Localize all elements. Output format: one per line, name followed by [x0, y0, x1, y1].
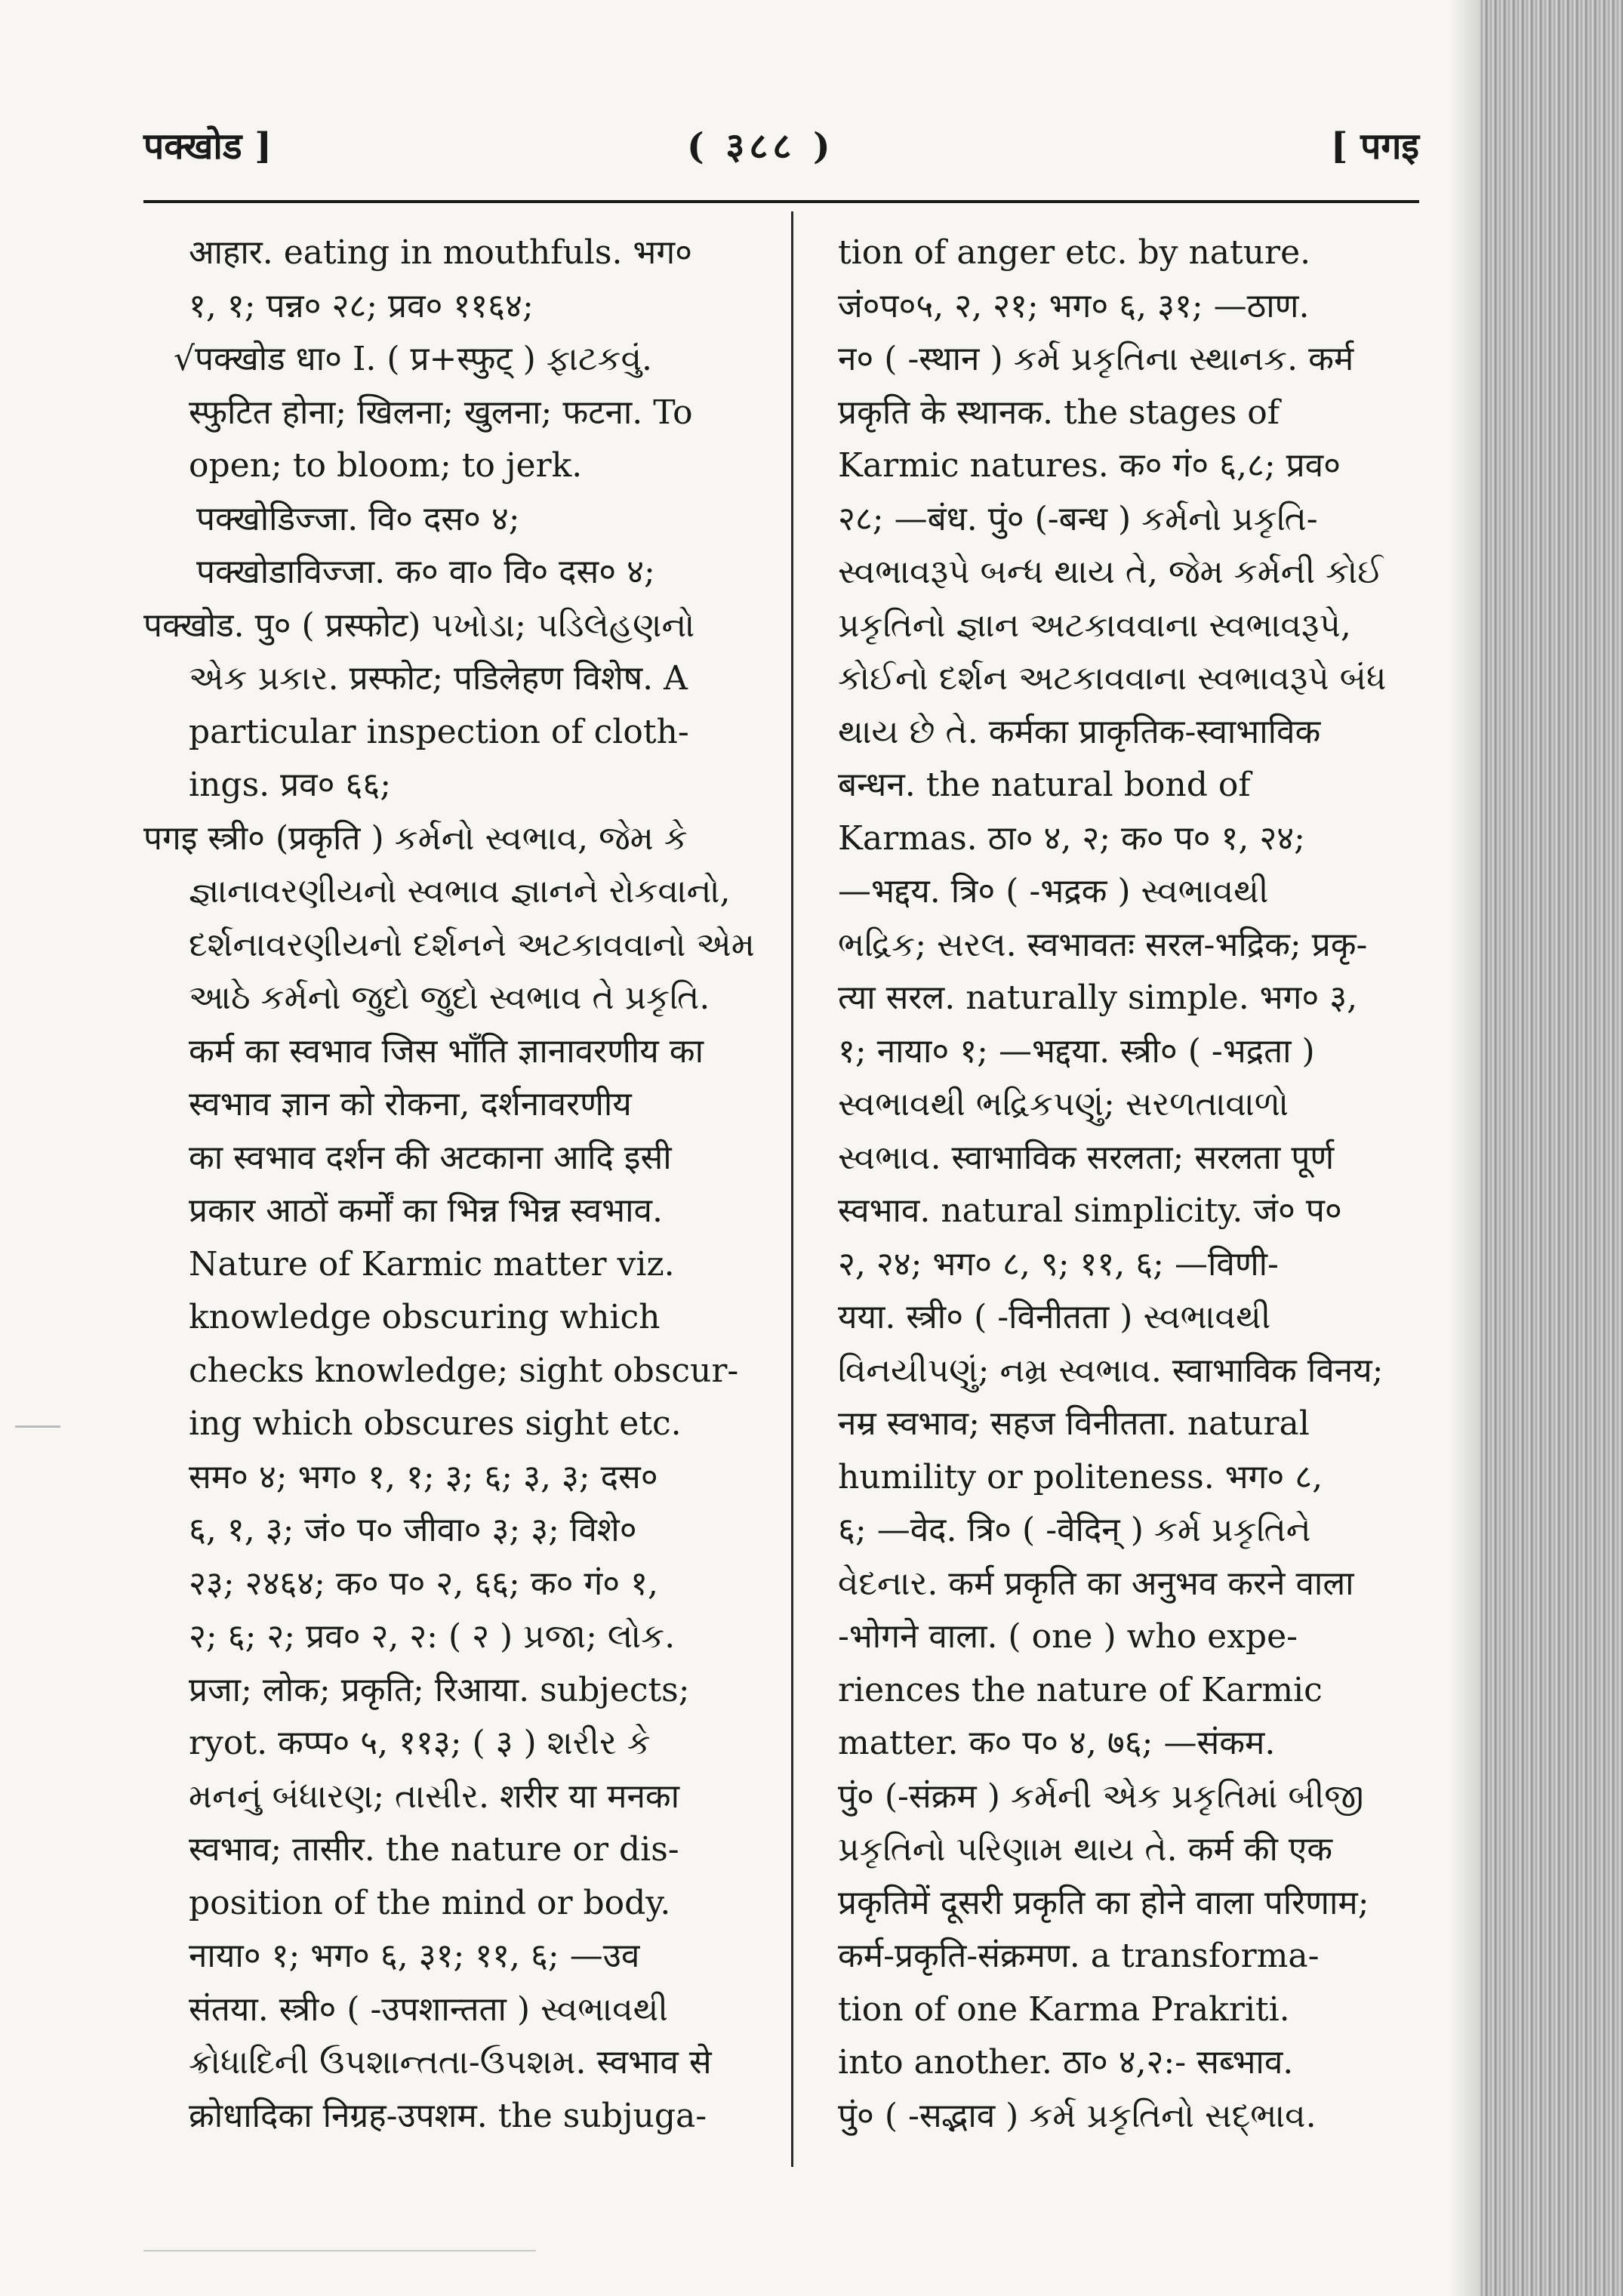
text-line: पक्खोडिज्जा. वि० दस० ४; — [196, 499, 520, 538]
text-line: humility or politeness. भग० ८, — [838, 1457, 1323, 1496]
text-line: जं०प०५, २, २१; भग० ६, ३१; —ठाण. — [838, 286, 1310, 325]
entry-headword-line: पगइ स्त्री० (प्रकृति ) કર્મનો સ્વભાવ, જેમ કે — [143, 818, 688, 858]
text-line: नम्र स्वभाव; सहज विनीतता. natural — [838, 1404, 1310, 1443]
text-line: જ્ઞાનાવરણીયનો સ્વભાવ જ્ઞાનને રોકવાનો, — [189, 872, 731, 911]
entry-headword-line: √पक्खोड धा० I. ( प्र+स्फुट् ) ફાટકવું. — [174, 340, 653, 378]
text-line: into another. ठा० ४,२:- सब्भाव. — [838, 2043, 1294, 2082]
text-line: २८; —बंध. पुं० (-बन्ध ) કર્મનો પ્રકૃતિ- — [838, 499, 1318, 538]
text-line: स्वभाव. natural simplicity. जं० प० — [838, 1191, 1342, 1230]
text-line: પ્રકૃતિનો પરિણામ થાય તે. कर्म की एक — [838, 1830, 1333, 1869]
text-line: સ્વભાવ. स्वाभाविक सरलता; सरलता पूर्ण — [838, 1138, 1335, 1177]
text-line: स्वभाव; तासीर. the nature or dis- — [189, 1830, 679, 1869]
text-line: २; ६; २; प्रव० २, २: ( २ ) પ્રજા; લોક. — [189, 1617, 676, 1656]
text-line: कर्म का स्वभाव जिस भाँति ज्ञानावरणीय का — [189, 1031, 704, 1071]
text-line: न० ( -स्थान ) કર્મ પ્રકૃતિના સ્થાનક. कर्म — [838, 340, 1354, 378]
text-line: position of the mind or body. — [189, 1883, 671, 1922]
text-line: सम० ४; भग० १, १; ३; ६; ३, ३; दस० — [189, 1457, 658, 1496]
text-line: प्रजा; लोक; प्रकृति; रिआया. subjects; — [189, 1670, 690, 1709]
scan-page-edge — [1480, 0, 1623, 2296]
text-line: प्रकार आठों कर्मों का भिन्न भिन्न स्वभाव. — [189, 1191, 663, 1230]
header-rule — [143, 200, 1419, 203]
text-line: કોઈનો દર્શન અટકાવવાના સ્વભાવરૂપે બંધ — [838, 659, 1387, 698]
text-line: बन्धन. the natural bond of — [838, 766, 1251, 804]
text-line: संतया. स्त्री० ( -उपशान्तता ) સ્વભાવથી — [189, 1989, 668, 2029]
text-line: २३; २४६४; क० प० २, ६६; क० गं० १, — [189, 1564, 659, 1603]
text-line: મનનું બંધારણ; તાસીર. शरीर या मनका — [189, 1777, 680, 1816]
text-line: particular inspection of cloth- — [189, 712, 689, 751]
page-header — [143, 113, 1419, 174]
text-line: ६; —वेद. त्रि० ( -वेदिन् ) કર્મ પ્રકૃતિને — [838, 1511, 1311, 1549]
text-line: matter. क० प० ४, ७६; —संकम. — [838, 1724, 1276, 1762]
text-line: —भद्दय. त्रि० ( -भद्रक ) સ્વભાવથી — [838, 872, 1269, 911]
text-line: स्वभाव ज्ञान को रोकना, दर्शनावरणीय — [189, 1085, 632, 1123]
text-line: स्फुटित होना; खिलना; खुलना; फटना. To — [189, 393, 693, 432]
text-line: का स्वभाव दर्शन की अटकाना आदि इसी — [189, 1138, 672, 1177]
text-line: प्रकृतिमें दूसरी प्रकृति का होने वाला परिणाम; — [838, 1883, 1369, 1922]
text-line: पुं० ( -सद्भाव ) કર્મ પ્રકૃતિનો સદ્ભાવ. — [838, 2096, 1317, 2135]
text-line: open; to bloom; to jerk. — [189, 446, 583, 485]
text-line: tion of one Karma Prakriti. — [838, 1989, 1290, 2029]
left-column — [143, 227, 762, 2143]
text-line: नाया० १; भग० ६, ३१; ११, ६; —उव — [189, 1937, 640, 1975]
text-line: यया. स्त्री० ( -विनीतता ) સ્વભાવથી — [838, 1298, 1271, 1336]
text-line: ings. प्रव० ६६; — [189, 766, 392, 804]
text-line: knowledge obscuring which — [189, 1298, 661, 1336]
text-line: riences the nature of Karmic — [838, 1670, 1323, 1709]
text-line: વિનયીપણું; નમ્ર સ્વભાવ. स्वाभाविक विनय; — [838, 1351, 1384, 1390]
text-line: એક પ્રકાર. प्रस्फोट; पडिलेहण विशेष. A — [189, 659, 688, 698]
bottom-edge-line — [143, 2250, 536, 2251]
text-line: -भोगने वाला. ( one ) who expe- — [838, 1617, 1298, 1656]
text-line: tion of anger etc. by nature. — [838, 233, 1311, 272]
right-column — [838, 227, 1427, 2143]
text-line: Karmic natures. क० गं० ६,८; प्रव० — [838, 446, 1341, 485]
text-line: Nature of Karmic matter viz. — [189, 1244, 675, 1284]
text-line: Karmas. ठा० ४, २; क० प० १, २४; — [838, 818, 1305, 858]
text-line: ६, १, ३; जं० प० जीवा० ३; ३; विशे० — [189, 1511, 637, 1549]
text-line: થાય છે તે. कर्मका प्राकृतिक-स्वाभाविक — [838, 712, 1321, 751]
entry-headword-line: पक्खोड. पु० ( प्रस्फोट) પખોડા; પડિલેહણનો — [143, 606, 695, 645]
text-line: દર્શનાવરણીયનો દર્શનને અટકાવવાનો એમ — [189, 925, 755, 964]
text-line: વેદનાર. कर्म प्रकृति का अनुभव करने वाला — [838, 1564, 1354, 1603]
text-line: प्रकृति के स्थानक. the stages of — [838, 393, 1280, 432]
text-line: आहार. eating in mouthfuls. भग० — [189, 233, 693, 272]
text-line: पुं० (-संक्रम ) કર્મની એક પ્રકૃતિમાં બીજી — [838, 1777, 1364, 1816]
text-line: १; नाया० १; —भद्दया. स्त्री० ( -भद्रता ) — [838, 1031, 1315, 1071]
text-line: क्रोधादिका निग्रह-उपशम. the subjuga- — [189, 2096, 707, 2135]
text-line: આઠે કર્મનો જુદો જુદો સ્વભાવ તે પ્રકૃતિ. — [189, 978, 710, 1017]
text-line: ing which obscures sight etc. — [189, 1404, 682, 1443]
header-right-guideword: [ पगइ — [1330, 125, 1419, 168]
text-line: સ્વભાવરૂપે બન્ધ થાય તે, જેમ કર્મની કોઈ — [838, 553, 1384, 591]
text-line: १, १; पन्न० २८; प्रव० ११६४; — [189, 286, 534, 325]
text-line: पक्खोडाविज्जा. क० वा० वि० दस० ४; — [196, 553, 655, 591]
text-line: ક્રોધાદિની ઉપશાન્તતા-ઉપશમ. स्वभाव से — [189, 2043, 712, 2082]
text-line: कर्म-प्रकृति-संक्रमण. a transforma- — [838, 1937, 1320, 1975]
text-line: २, २४; भग० ८, ९; ११, ६; —विणी- — [838, 1244, 1279, 1284]
text-line: ryot. कप्प० ५, ११३; ( ३ ) શરીર કે — [189, 1724, 651, 1762]
column-divider — [791, 211, 793, 2167]
text-line: ભદ્રિક; સરલ. स्वभावतः सरल-भद्रिक; प्रकृ- — [838, 925, 1368, 964]
text-line: त्या सरल. naturally simple. भग० ३, — [838, 978, 1358, 1017]
text-line: સ્વભાવથી ભદ્રિકપણું; સરળતાવાળો — [838, 1085, 1289, 1123]
text-line: પ્રકૃતિનો જ્ઞાન અટકાવવાના સ્વભાવરૂપે, — [838, 606, 1351, 645]
text-line: checks knowledge; sight obscur- — [189, 1351, 739, 1390]
margin-mark — [15, 1425, 60, 1428]
page-number: ( ३८८ ) — [687, 125, 835, 168]
header-left-guideword: पक्खोड ] — [143, 125, 272, 168]
